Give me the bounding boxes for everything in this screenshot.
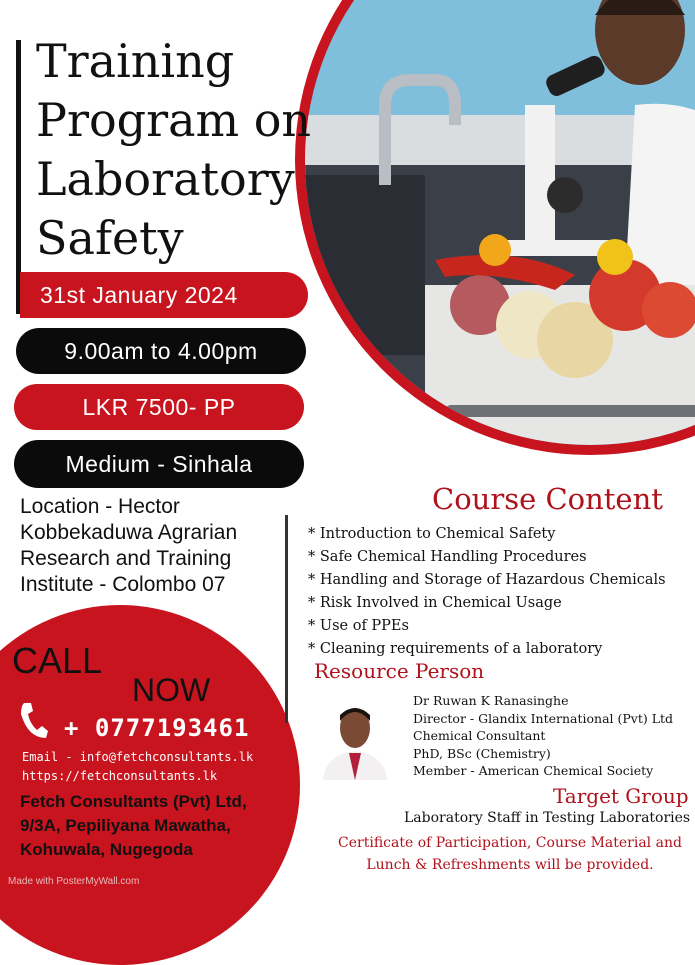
now-label: NOW — [132, 672, 211, 708]
resource-person-name: Dr Ruwan K Ranasinghe — [413, 693, 569, 708]
target-group-heading: Target Group — [553, 784, 689, 808]
list-item: * Risk Involved in Chemical Usage — [308, 592, 666, 615]
resource-person-heading: Resource Person — [314, 659, 485, 683]
page-title: Training Program on Laboratory Safety — [36, 34, 312, 265]
phone-number[interactable]: + 0777193461 — [64, 714, 250, 742]
list-item: * Cleaning requirements of a laboratory — [308, 638, 666, 661]
time-badge: 9.00am to 4.00pm — [16, 328, 306, 374]
certificate-note — [330, 832, 690, 876]
certificate-line: Certificate of Participation, Course Material and — [338, 835, 682, 851]
avatar — [315, 695, 395, 780]
watermark: Made with PosterMyWall.com — [8, 876, 140, 887]
phone-icon — [18, 700, 48, 740]
course-content-list — [308, 523, 666, 661]
lab-photo-illustration — [295, 0, 695, 455]
company-line: Kohuwala, Nugegoda — [20, 840, 193, 859]
company-line: 9/3A, Pepiliyana Mawatha, — [20, 816, 231, 835]
list-item: * Introduction to Chemical Safety — [308, 523, 666, 546]
list-item: * Use of PPEs — [308, 615, 666, 638]
column-divider — [285, 515, 288, 723]
resource-person-line: PhD, BSc (Chemistry) — [413, 745, 551, 761]
course-content-heading: Course Content — [432, 482, 663, 516]
resource-person-line: Member - American Chemical Society — [413, 763, 654, 778]
website-link[interactable]: https://fetchconsultants.lk — [22, 769, 218, 783]
company-line: Fetch Consultants (Pvt) Ltd, — [20, 792, 247, 811]
price-badge: LKR 7500- PP — [14, 384, 304, 430]
email-text[interactable]: Email - info@fetchconsultants.lk — [22, 750, 254, 764]
certificate-line: Lunch & Refreshments will be provided. — [366, 857, 654, 873]
lab-photo — [295, 0, 695, 455]
list-item: * Safe Chemical Handling Procedures — [308, 546, 666, 569]
date-badge: 31st January 2024 — [20, 272, 308, 318]
medium-badge: Medium - Sinhala — [14, 440, 304, 488]
location-text: Location - Hector Kobbekaduwa Agrarian Research and Training Institute - Colombo 07 — [20, 495, 238, 596]
list-item: * Handling and Storage of Hazardous Chemicals — [308, 569, 666, 592]
call-label: CALL — [12, 640, 103, 681]
resource-person-details — [413, 692, 673, 780]
resource-person-line: Chemical Consultant — [413, 728, 546, 743]
resource-person-line: Director - Glandix International (Pvt) Ltd — [413, 710, 674, 726]
target-group-text: Laboratory Staff in Testing Laboratories — [404, 810, 691, 826]
company-address — [20, 790, 290, 862]
